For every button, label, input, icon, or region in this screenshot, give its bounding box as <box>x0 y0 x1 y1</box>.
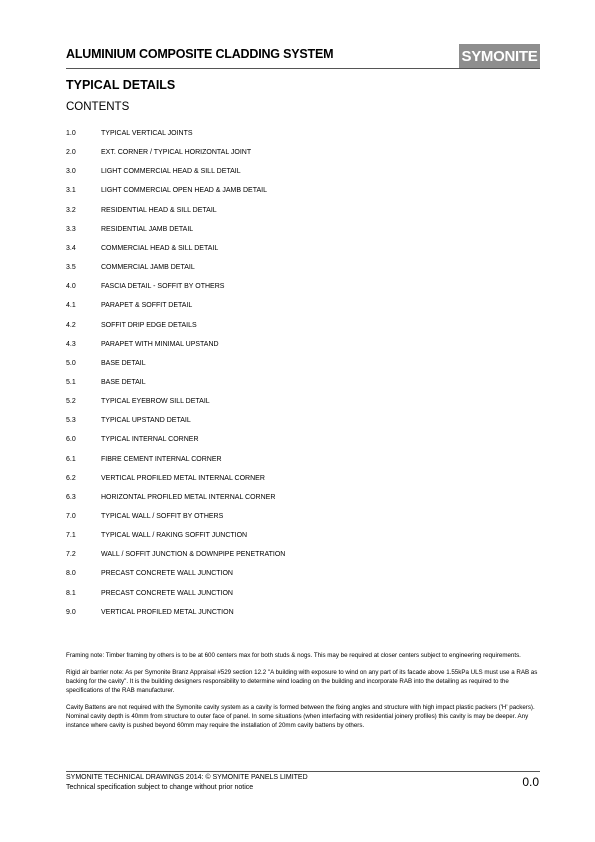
toc-entry-number: 7.2 <box>66 551 76 559</box>
toc-entry-number: 3.3 <box>66 225 76 233</box>
toc-entry-number: 9.0 <box>66 608 76 616</box>
footer-disclaimer: Technical specification subject to change without prior notice <box>66 784 254 791</box>
toc-entry-number: 1.0 <box>66 130 76 137</box>
toc-entry-title: TYPICAL UPSTAND DETAIL <box>101 417 191 425</box>
toc-entry-number: 2.0 <box>66 149 76 157</box>
document-title: ALUMINIUM COMPOSITE CLADDING SYSTEM <box>66 47 334 61</box>
page-number: 0.0 <box>522 775 539 789</box>
toc-entry-title: TYPICAL WALL / SOFFIT BY OTHERS <box>101 513 224 520</box>
toc-entry-number: 6.1 <box>66 455 76 463</box>
toc-entry-title: EXT. CORNER / TYPICAL HORIZONTAL JOINT <box>101 149 252 157</box>
toc-entry-number: 4.1 <box>66 302 76 310</box>
toc-entry-title: TYPICAL VERTICAL JOINTS <box>101 130 193 137</box>
toc-entry-title: BASE DETAIL <box>101 359 146 367</box>
toc-entry-number: 5.3 <box>66 417 76 425</box>
cavity-battens-note: Cavity Battens are not required with the Symonite cavity system as a cavity is formed between the fixing angles and structure with high impact plastic packers ('H' packers). Nominal cavity depth is 40mm from structure to outer face of panel. In some situations (when interfacing with residential joinery profiles) this cavity is may be deeper. Any instance where cavity is pushed beyond 60mm may require the installation of 20mm cavity battens by others. <box>66 703 535 730</box>
toc-entry-number: 7.0 <box>66 513 76 520</box>
toc-entry-number: 7.1 <box>66 532 76 540</box>
toc-entry-title: BASE DETAIL <box>101 378 146 386</box>
toc-entry-title: FIBRE CEMENT INTERNAL CORNER <box>101 455 222 463</box>
toc-entry-number: 3.5 <box>66 264 76 272</box>
toc-entry-number: 8.0 <box>66 570 76 578</box>
toc-entry-number: 4.2 <box>66 321 76 329</box>
toc-entry-number: 8.1 <box>66 589 76 597</box>
toc-entry-number: 3.1 <box>66 187 76 195</box>
toc-entry-number: 5.1 <box>66 378 76 386</box>
toc-entry-number: 5.0 <box>66 359 76 367</box>
toc-entry-title: VERTICAL PROFILED METAL INTERNAL CORNER <box>101 474 265 482</box>
toc-entry-title: PARAPET & SOFFIT DETAIL <box>101 302 193 310</box>
framing-note: Framing note: Timber framing by others is to be at 600 centers max for both studs & nogs. This may be required at closer centers subject to engineering requirements. <box>66 652 521 659</box>
toc-entry-number: 6.2 <box>66 474 76 482</box>
toc-entry-title: LIGHT COMMERCIAL OPEN HEAD & JAMB DETAIL <box>101 187 267 195</box>
toc-entry-number: 6.0 <box>66 436 76 444</box>
toc-entry-title: RESIDENTIAL HEAD & SILL DETAIL <box>101 206 217 214</box>
toc-entry-title: TYPICAL EYEBROW SILL DETAIL <box>101 398 210 406</box>
notes-section <box>66 651 540 738</box>
toc-entry-title: FASCIA DETAIL - SOFFIT BY OTHERS <box>101 283 225 291</box>
toc-entry-title: TYPICAL WALL / RAKING SOFFIT JUNCTION <box>101 532 248 540</box>
toc-entry-number: 5.2 <box>66 398 76 406</box>
toc-entry-title: SOFFIT DRIP EDGE DETAILS <box>101 321 197 329</box>
air-barrier-note: Rigid air barrier note: As per Symonite Branz Appraisal #529 section 12.2 "A building with exposure to wind on any part of its facade above 1.55kPa ULS must use a RAB as backing for the cavity". It is the building designers responsibility to determine wind loading on the building and incorporate RAB into the detailing as required to the specifications of the RAB manufacturer. <box>66 668 538 695</box>
header-divider <box>66 68 540 69</box>
footer-divider <box>66 771 540 772</box>
toc-entry-title: WALL / SOFFIT JUNCTION & DOWNPIPE PENETRATION <box>101 551 286 559</box>
toc-entry-number: 3.0 <box>66 168 76 176</box>
toc-entry-title: PARAPET WITH MINIMAL UPSTAND <box>101 340 219 348</box>
toc-entry-title: HORIZONTAL PROFILED METAL INTERNAL CORNER <box>101 493 276 501</box>
section-title: TYPICAL DETAILS <box>66 78 176 92</box>
toc-entry-title: VERTICAL PROFILED METAL JUNCTION <box>101 608 234 616</box>
toc-entry-title: LIGHT COMMERCIAL HEAD & SILL DETAIL <box>101 168 241 176</box>
toc-entry-title: TYPICAL INTERNAL CORNER <box>101 436 199 444</box>
toc-entry-title: COMMERCIAL JAMB DETAIL <box>101 264 195 272</box>
symonite-logo: SYMONITE <box>459 44 540 68</box>
toc-entry-number: 4.0 <box>66 283 76 291</box>
toc-entry-title: PRECAST CONCRETE WALL JUNCTION <box>101 589 233 597</box>
toc-entry-title: COMMERCIAL HEAD & SILL DETAIL <box>101 244 219 252</box>
toc-entry-number: 3.4 <box>66 244 76 252</box>
toc-entry-number: 4.3 <box>66 340 76 348</box>
contents-heading: CONTENTS <box>66 101 130 113</box>
toc-entry-title: PRECAST CONCRETE WALL JUNCTION <box>101 570 233 578</box>
footer-copyright: SYMONITE TECHNICAL DRAWINGS 2014: © SYMONITE PANELS LIMITED <box>66 774 308 781</box>
toc-entry-number: 6.3 <box>66 493 76 501</box>
toc-entry-number: 3.2 <box>66 206 76 214</box>
toc-entry-title: RESIDENTIAL JAMB DETAIL <box>101 225 194 233</box>
